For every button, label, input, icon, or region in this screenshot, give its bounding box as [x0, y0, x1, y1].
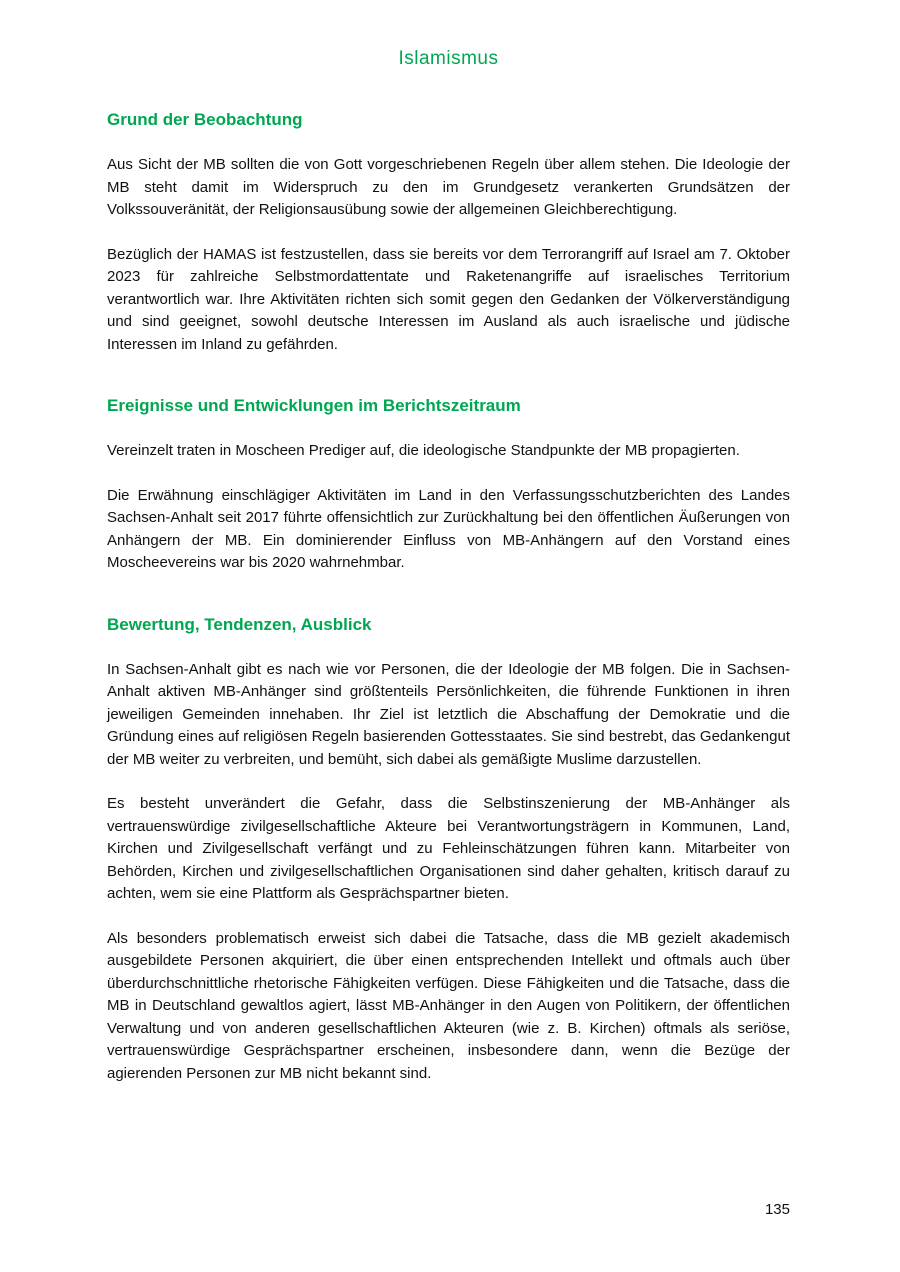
paragraph: Vereinzelt traten in Moscheen Prediger auf, die ideologische Standpunkte der MB propagierten. — [107, 442, 740, 459]
paragraph: Es besteht unverändert die Gefahr, dass die Selbstinszenierung der MB-Anhänger als vertrauenswürdige zivilgesellschaftliche Akteure bei Verantwortungsträgern in Kommunen, Land, Kirchen und Zivilgesellschaft verfängt und zu Fehleinschätzungen führen kann. Mitarbeiter von Behörden, Kirchen und zivilgesellschaftlichen Organisationen sind daher gehalten, kritisch darauf zu achten, wem sie eine Plattform als Gesprächspartner bieten. — [107, 795, 790, 902]
paragraph: Bezüglich der HAMAS ist festzustellen, dass sie bereits vor dem Terrorangriff auf Israel am 7. Oktober 2023 für zahlreiche Selbstmordattentate und Raketenangriffe auf israelisches Territorium verantwortlich war. Ihre Aktivitäten richten sich somit gegen den Gedanken der Völkerverständigung und sind geeignet, sowohl deutsche Interessen im Ausland als auch israelische und jüdische Interessen im Inland zu gefährden. — [107, 245, 790, 353]
paragraph: Die Erwähnung einschlägiger Aktivitäten im Land in den Verfassungsschutzberichten des Landes Sachsen-Anhalt seit 2017 führte offensichtlich zur Zurückhaltung bei den öffentlichen Äußerungen von Anhängern der MB. Ein dominierender Einfluss von MB-Anhängern auf den Vorstand eines Moscheevereins war bis 2020 wahrnehmbar. — [107, 486, 790, 571]
paragraph: Als besonders problematisch erweist sich dabei die Tatsache, dass die MB gezielt akademisch ausgebildete Personen akquiriert, die über einen entsprechenden Intellekt und oftmals auch über überdurchschnittliche rhetorische Fähigkeiten verfügen. Diese Fähigkeiten und die Tatsache, dass die MB in Deutschland gewaltlos agiert, lässt MB-Anhänger in den Augen von Politikern, der öffentlichen Verwaltung und von anderen gesellschaftlichen Akteuren (wie z. B. Kirchen) oftmals als seriöse, vertrauenswürdige Gesprächspartner erscheinen, insbesondere dann, wenn die Bezüge der agierenden Personen zur MB nicht bekannt sind. — [107, 929, 790, 1082]
section-ereignisse-und-entwicklungen — [107, 356, 790, 575]
section-heading-grund-der-beobachtung: Grund der Beobachtung — [107, 110, 303, 129]
paragraph: In Sachsen-Anhalt gibt es nach wie vor Personen, die der Ideologie der MB folgen. Die in Sachsen-Anhalt aktiven MB-Anhänger sind größtenteils Persönlichkeiten, die führende Funktionen in ihren jeweiligen Gemeinden innehaben. Ihr Ziel ist letztlich die Abschaffung der Demokratie und die Gründung eines auf religiösen Regeln basierenden Gottesstaates. Sie sind bestrebt, das Gedankengut der MB weiter zu verbreiten, und bemüht, sich dabei als gemäßigte Muslime darzustellen. — [107, 660, 790, 768]
page-title: Islamismus — [398, 48, 499, 69]
paragraph: Aus Sicht der MB sollten die von Gott vorgeschriebenen Regeln über allem stehen. Die Ideologie der MB steht damit im Widerspruch zu den im Grundgesetz verankerten Grundsätzen der Volkssouveränität, der Religionsausübung sowie der allgemeinen Gleichberechtigung. — [107, 156, 790, 218]
section-grund-der-beobachtung — [107, 96, 790, 356]
section-heading-ereignisse-und-entwicklungen: Ereignisse und Entwicklungen im Berichtszeitraum — [107, 396, 521, 415]
page-number: 135 — [764, 1201, 790, 1218]
section-heading-bewertung-tendenzen-ausblick: Bewertung, Tendenzen, Ausblick — [107, 614, 372, 634]
section-bewertung-tendenzen-ausblick — [107, 575, 790, 1086]
